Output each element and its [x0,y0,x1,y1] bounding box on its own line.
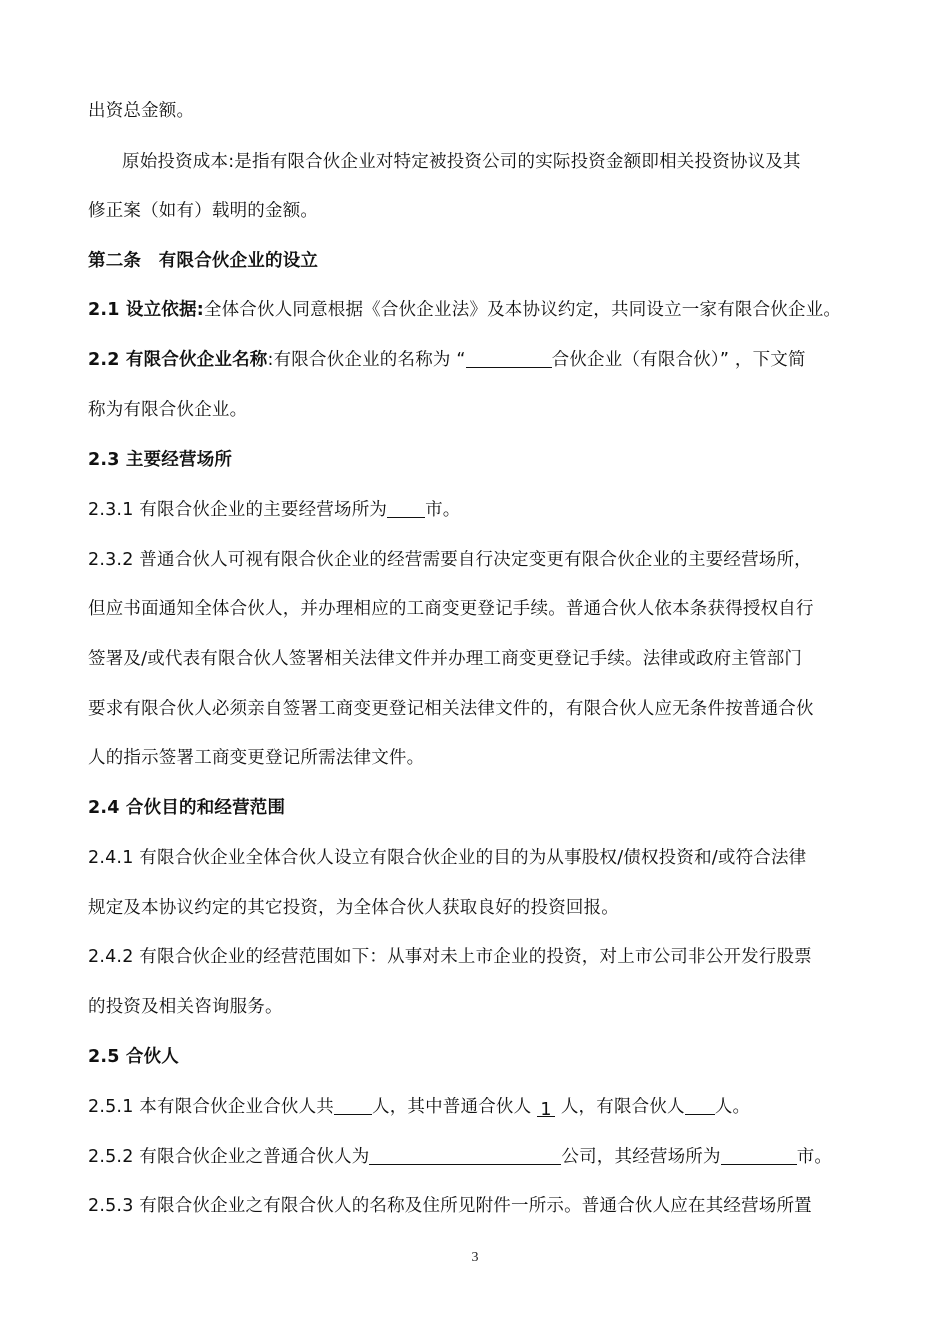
clause-2-2 [88,348,868,372]
text: 称为有限合伙企业。 [88,400,248,420]
clause-text: 合伙企业（有限合伙）” ，下文简 [551,350,806,370]
clause-2-4-2 [88,945,868,969]
clause-text: :有限合伙企业的名称为 “ [267,350,466,370]
clause-2-5-1 [88,1095,868,1119]
paragraph-line [88,597,868,621]
section-heading-2-4 [88,796,868,820]
clause-text: 2.5.2 有限合伙企业之普通合伙人为 [88,1147,370,1167]
paragraph-line [88,398,868,422]
city-blank-field[interactable] [721,1146,797,1165]
heading-text: 2.4 合伙目的和经营范围 [88,798,286,818]
text: 原始投资成本:是指有限合伙企业对特定被投资公司的实际投资金额即相关投资协议及其 [122,152,801,172]
clause-label: 2.2 有限合伙企业名称 [88,350,268,370]
heading-text: 2.5 合伙人 [88,1047,179,1067]
clause-text: 市。 [796,1147,833,1167]
general-partner-name-blank-field[interactable] [369,1146,561,1165]
clause-2-1 [88,298,868,322]
text: 修正案（如有）载明的金额。 [88,201,319,221]
text: 的投资及相关咨询服务。 [88,997,283,1017]
text: 规定及本协议约定的其它投资，为全体合伙人获取良好的投资回报。 [88,898,619,918]
text: 2.5.3 有限合伙企业之有限合伙人的名称及住所见附件一所示。普通合伙人应在其经营场所置 [88,1196,812,1216]
section-heading-2-5 [88,1045,868,1069]
text: 签署及/或代表有限合伙人签署相关法律文件并办理工商变更登记手续。法律或政府主管部门 [88,649,803,669]
city-blank-field[interactable] [387,499,425,518]
text: 出资总金额。 [88,101,195,121]
clause-text: 全体合伙人同意根据《合伙企业法》及本协议约定，共同设立一家有限合伙企业。 [203,300,842,320]
clause-text: 市。 [425,500,461,520]
paragraph-line [88,896,868,920]
text: 要求有限合伙人必须亲自签署工商变更登记相关法律文件的，有限合伙人应无条件按普通合伙 [88,699,814,719]
partner-count-blank-field[interactable] [334,1096,372,1115]
name-blank-field[interactable] [466,349,552,368]
clause-2-5-3 [88,1194,868,1218]
heading-text: 2.3 主要经营场所 [88,450,233,470]
paragraph-line [88,647,868,671]
clause-text: 2.5.1 本有限合伙企业合伙人共 [88,1097,334,1117]
clause-text: 公司，其经营场所为 [561,1147,721,1167]
clause-text: 人，有限合伙人 [560,1097,685,1117]
clause-label: 2.1 设立依据: [88,300,204,320]
clause-2-3-1 [88,498,868,522]
paragraph-line [88,697,868,721]
text: 2.4.1 有限合伙企业全体合伙人设立有限合伙企业的目的为从事股权/债权投资和/或符合法律 [88,848,807,868]
clause-2-4-1 [88,846,868,870]
page-number: 3 [471,1250,479,1265]
limited-partner-count-blank-field[interactable] [685,1096,715,1115]
clause-2-5-2 [88,1145,868,1169]
section-heading-2-3 [88,448,868,472]
paragraph-line [88,746,868,770]
clause-2-3-2 [88,548,868,572]
text: 2.3.2 普通合伙人可视有限合伙企业的经营需要自行决定变更有限合伙企业的主要经营场所， [88,550,812,570]
clause-text: 人。 [714,1097,751,1117]
general-partner-count: 1 [537,1098,555,1117]
clause-text: 人，其中普通合伙人 [372,1097,532,1117]
text: 2.4.2 有限合伙企业的经营范围如下：从事对未上市企业的投资，对上市公司非公开发行股票 [88,947,812,967]
paragraph-line [122,150,868,174]
paragraph-line [88,199,868,223]
clause-text: 2.3.1 有限合伙企业的主要经营场所为 [88,500,388,520]
paragraph-line [88,99,868,123]
text: 但应书面通知全体合伙人，并办理相应的工商变更登记手续。普通合伙人依本条获得授权自行 [88,599,814,619]
paragraph-line [88,995,868,1019]
text: 人的指示签署工商变更登记所需法律文件。 [88,748,425,768]
article-heading [88,249,868,273]
heading-text: 第二条 有限合伙企业的设立 [88,251,319,271]
